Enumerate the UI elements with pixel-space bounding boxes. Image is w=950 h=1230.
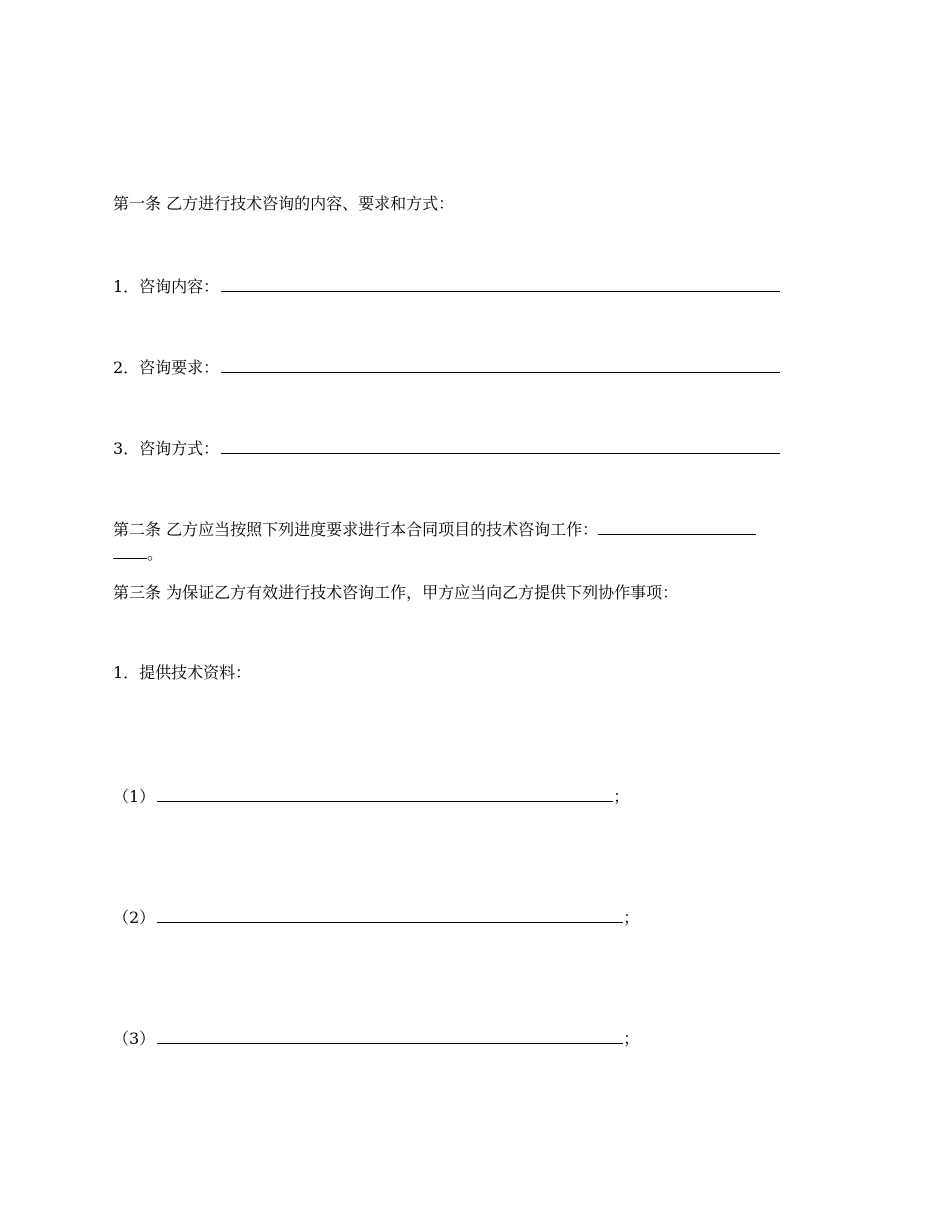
article3-subheading (113, 661, 251, 685)
consult-content-blank (221, 273, 780, 292)
materials-item-1-blank (157, 783, 613, 802)
article2-end-mark: 。 (147, 544, 164, 563)
materials-item-2-end: ； (623, 908, 640, 927)
article3-heading (113, 581, 678, 605)
consult-method-label: 3．咨询方式： (113, 439, 220, 458)
article2-line2 (113, 540, 163, 564)
materials-item-3-label: （3） (113, 1029, 156, 1048)
materials-item-3-end: ； (623, 1029, 640, 1048)
consult-requirement-blank (221, 354, 780, 373)
article2-blank-part1 (598, 516, 756, 535)
tech-materials-label: 1．提供技术资料： (113, 663, 252, 682)
consult-method-blank (221, 435, 780, 454)
article2-blank-part2 (113, 540, 147, 559)
article1-heading-text: 第一条 乙方进行技术咨询的内容、要求和方式： (113, 194, 455, 213)
materials-item-3 (113, 1025, 639, 1049)
article1-heading (113, 192, 454, 216)
materials-item-1 (113, 783, 629, 807)
consult-method-line (113, 435, 780, 459)
consult-content-line (113, 273, 780, 297)
article3-heading-text: 第三条 为保证乙方有效进行技术咨询工作，甲方应当向乙方提供下列协作事项： (113, 583, 679, 602)
consult-content-label: 1．咨询内容： (113, 277, 220, 296)
materials-item-1-end: ； (613, 787, 630, 806)
materials-item-3-blank (157, 1025, 623, 1044)
consult-requirement-line (113, 354, 780, 378)
article2-text: 第二条 乙方应当按照下列进度要求进行本合同项目的技术咨询工作： (113, 520, 599, 539)
materials-item-1-label: （1） (113, 787, 156, 806)
article2-line1 (113, 516, 756, 540)
materials-item-2-label: （2） (113, 908, 156, 927)
materials-item-2-blank (157, 904, 623, 923)
consult-requirement-label: 2．咨询要求： (113, 358, 220, 377)
materials-item-2 (113, 904, 639, 928)
